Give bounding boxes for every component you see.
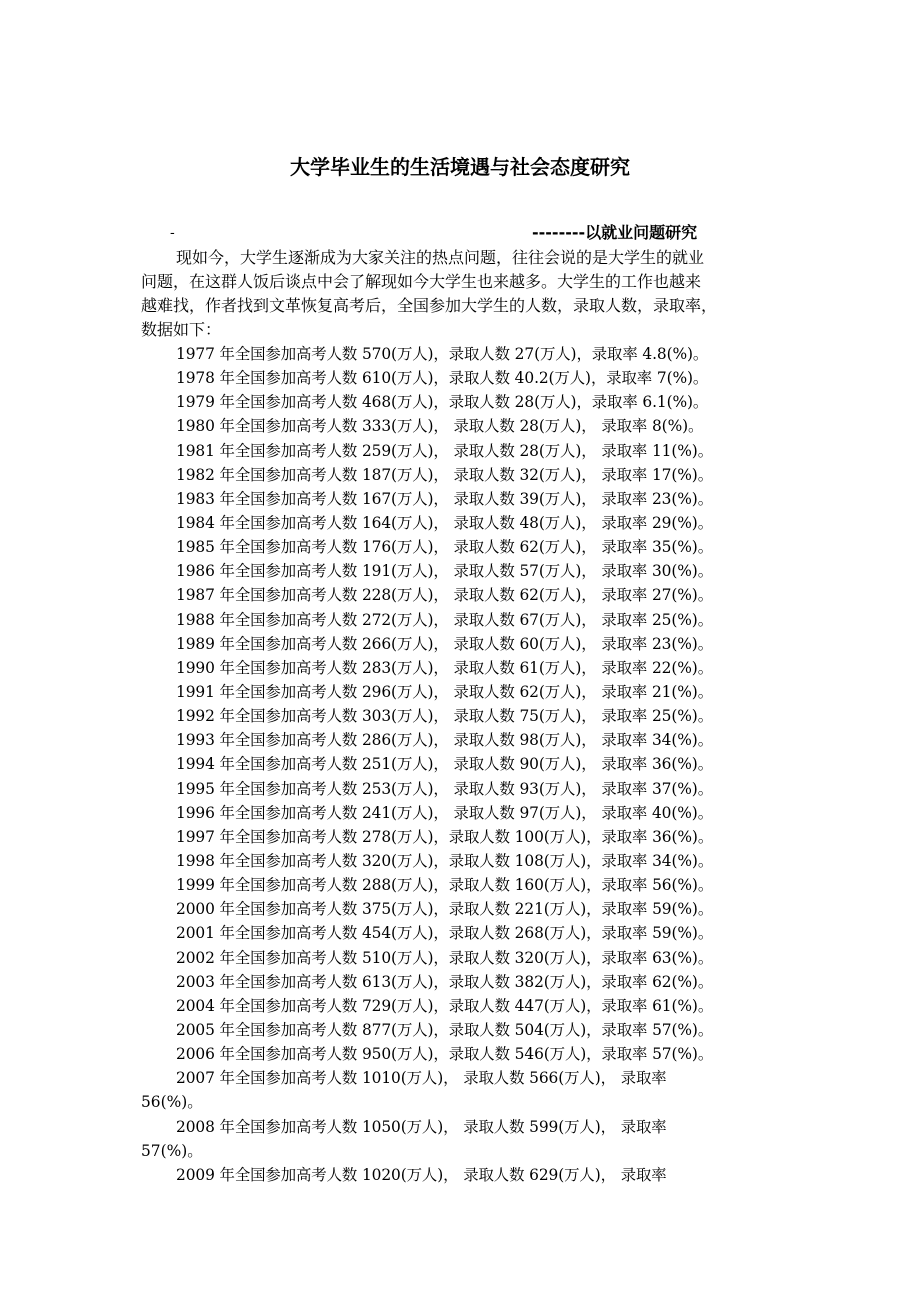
- data-row: 2004 年全国参加高考人数 729(万人)，录取人数 447(万人)，录取率 61(%)。: [176, 996, 714, 1015]
- intro-line: 越难找，作者找到文革恢复高考后，全国参加大学生的人数，录取人数，录取率，: [141, 296, 718, 315]
- data-row: 1994 年全国参加高考人数 251(万人)， 录取人数 90(万人)， 录取率 36(%)。: [176, 755, 714, 774]
- data-row: 1996 年全国参加高考人数 241(万人)， 录取人数 97(万人)， 录取率 40(%)。: [176, 803, 714, 822]
- data-row: 2000 年全国参加高考人数 375(万人)，录取人数 221(万人)，录取率 59(%)。: [176, 900, 714, 919]
- data-row: 1987 年全国参加高考人数 228(万人)， 录取人数 62(万人)， 录取率 27(%)。: [176, 586, 714, 605]
- data-row: 2001 年全国参加高考人数 454(万人)，录取人数 268(万人)，录取率 59(%)。: [176, 924, 714, 943]
- data-row-wrapped: 2007 年全国参加高考人数 1010(万人)， 录取人数 566(万人)， 录取率: [176, 1069, 667, 1088]
- data-row: 1981 年全国参加高考人数 259(万人)， 录取人数 28(万人)， 录取率 11(%)。: [176, 441, 714, 460]
- data-row: 1992 年全国参加高考人数 303(万人)， 录取人数 75(万人)， 录取率 25(%)。: [176, 707, 714, 726]
- data-row: 1984 年全国参加高考人数 164(万人)， 录取人数 48(万人)， 录取率 29(%)。: [176, 513, 714, 532]
- data-row-continuation: 57(%)。: [141, 1141, 203, 1160]
- data-row: 1980 年全国参加高考人数 333(万人)， 录取人数 28(万人)， 录取率 8(%)。: [176, 417, 704, 436]
- data-row: 1978 年全国参加高考人数 610(万人)，录取人数 40.2(万人)，录取率 7(%)。: [176, 369, 709, 388]
- data-row: 1988 年全国参加高考人数 272(万人)， 录取人数 67(万人)， 录取率 25(%)。: [176, 610, 714, 629]
- data-row: 1990 年全国参加高考人数 283(万人)， 录取人数 61(万人)， 录取率 22(%)。: [176, 658, 714, 677]
- data-row: 1983 年全国参加高考人数 167(万人)， 录取人数 39(万人)， 录取率 23(%)。: [176, 489, 714, 508]
- data-row-wrapped: 2008 年全国参加高考人数 1050(万人)， 录取人数 599(万人)， 录取率: [176, 1117, 667, 1136]
- data-row: 1997 年全国参加高考人数 278(万人)，录取人数 100(万人)，录取率 36(%)。: [176, 827, 714, 846]
- data-row: 1999 年全国参加高考人数 288(万人)，录取人数 160(万人)，录取率 56(%)。: [176, 876, 714, 895]
- data-row-continuation: 56(%)。: [141, 1093, 203, 1112]
- data-row: 1979 年全国参加高考人数 468(万人)，录取人数 28(万人)，录取率 6.1(%)。: [176, 393, 709, 412]
- document-title: 大学毕业生的生活境遇与社会态度研究: [290, 155, 630, 179]
- dash-mark: -: [170, 225, 175, 241]
- data-row: 1995 年全国参加高考人数 253(万人)， 录取人数 93(万人)， 录取率 37(%)。: [176, 779, 714, 798]
- document-subtitle: --------以就业问题研究: [532, 223, 698, 242]
- data-row: 2005 年全国参加高考人数 877(万人)，录取人数 504(万人)，录取率 57(%)。: [176, 1020, 714, 1039]
- intro-paragraph: [141, 246, 781, 342]
- data-row-wrapped: 2009 年全国参加高考人数 1020(万人)， 录取人数 629(万人)， 录取率: [176, 1165, 667, 1184]
- intro-line: 问题，在这群人饭后谈点中会了解现如今大学生也来越多。大学生的工作也越来: [141, 272, 702, 291]
- data-row: 1977 年全国参加高考人数 570(万人)，录取人数 27(万人)，录取率 4.8(%)。: [176, 345, 709, 363]
- data-row: 1989 年全国参加高考人数 266(万人)， 录取人数 60(万人)， 录取率 23(%)。: [176, 634, 714, 653]
- data-row: 2006 年全国参加高考人数 950(万人)，录取人数 546(万人)，录取率 57(%)。: [176, 1045, 714, 1064]
- data-row: 1986 年全国参加高考人数 191(万人)， 录取人数 57(万人)， 录取率 30(%)。: [176, 562, 714, 581]
- data-row: 2003 年全国参加高考人数 613(万人)，录取人数 382(万人)，录取率 62(%)。: [176, 972, 714, 991]
- intro-line: 现如今，大学生逐渐成为大家关注的热点问题，往往会说的是大学生的就业: [176, 248, 705, 267]
- data-row: 1993 年全国参加高考人数 286(万人)， 录取人数 98(万人)， 录取率 34(%)。: [176, 731, 714, 750]
- data-row: 1998 年全国参加高考人数 320(万人)，录取人数 108(万人)，录取率 34(%)。: [176, 851, 714, 870]
- data-row: 1985 年全国参加高考人数 176(万人)， 录取人数 62(万人)， 录取率 35(%)。: [176, 538, 714, 557]
- intro-line: 数据如下：: [141, 320, 222, 339]
- data-row: 1991 年全国参加高考人数 296(万人)， 录取人数 62(万人)， 录取率 21(%)。: [176, 682, 714, 701]
- admission-data-list: [141, 342, 801, 1187]
- data-row: 1982 年全国参加高考人数 187(万人)， 录取人数 32(万人)， 录取率 17(%)。: [176, 465, 714, 484]
- data-row: 2002 年全国参加高考人数 510(万人)，录取人数 320(万人)，录取率 63(%)。: [176, 948, 714, 967]
